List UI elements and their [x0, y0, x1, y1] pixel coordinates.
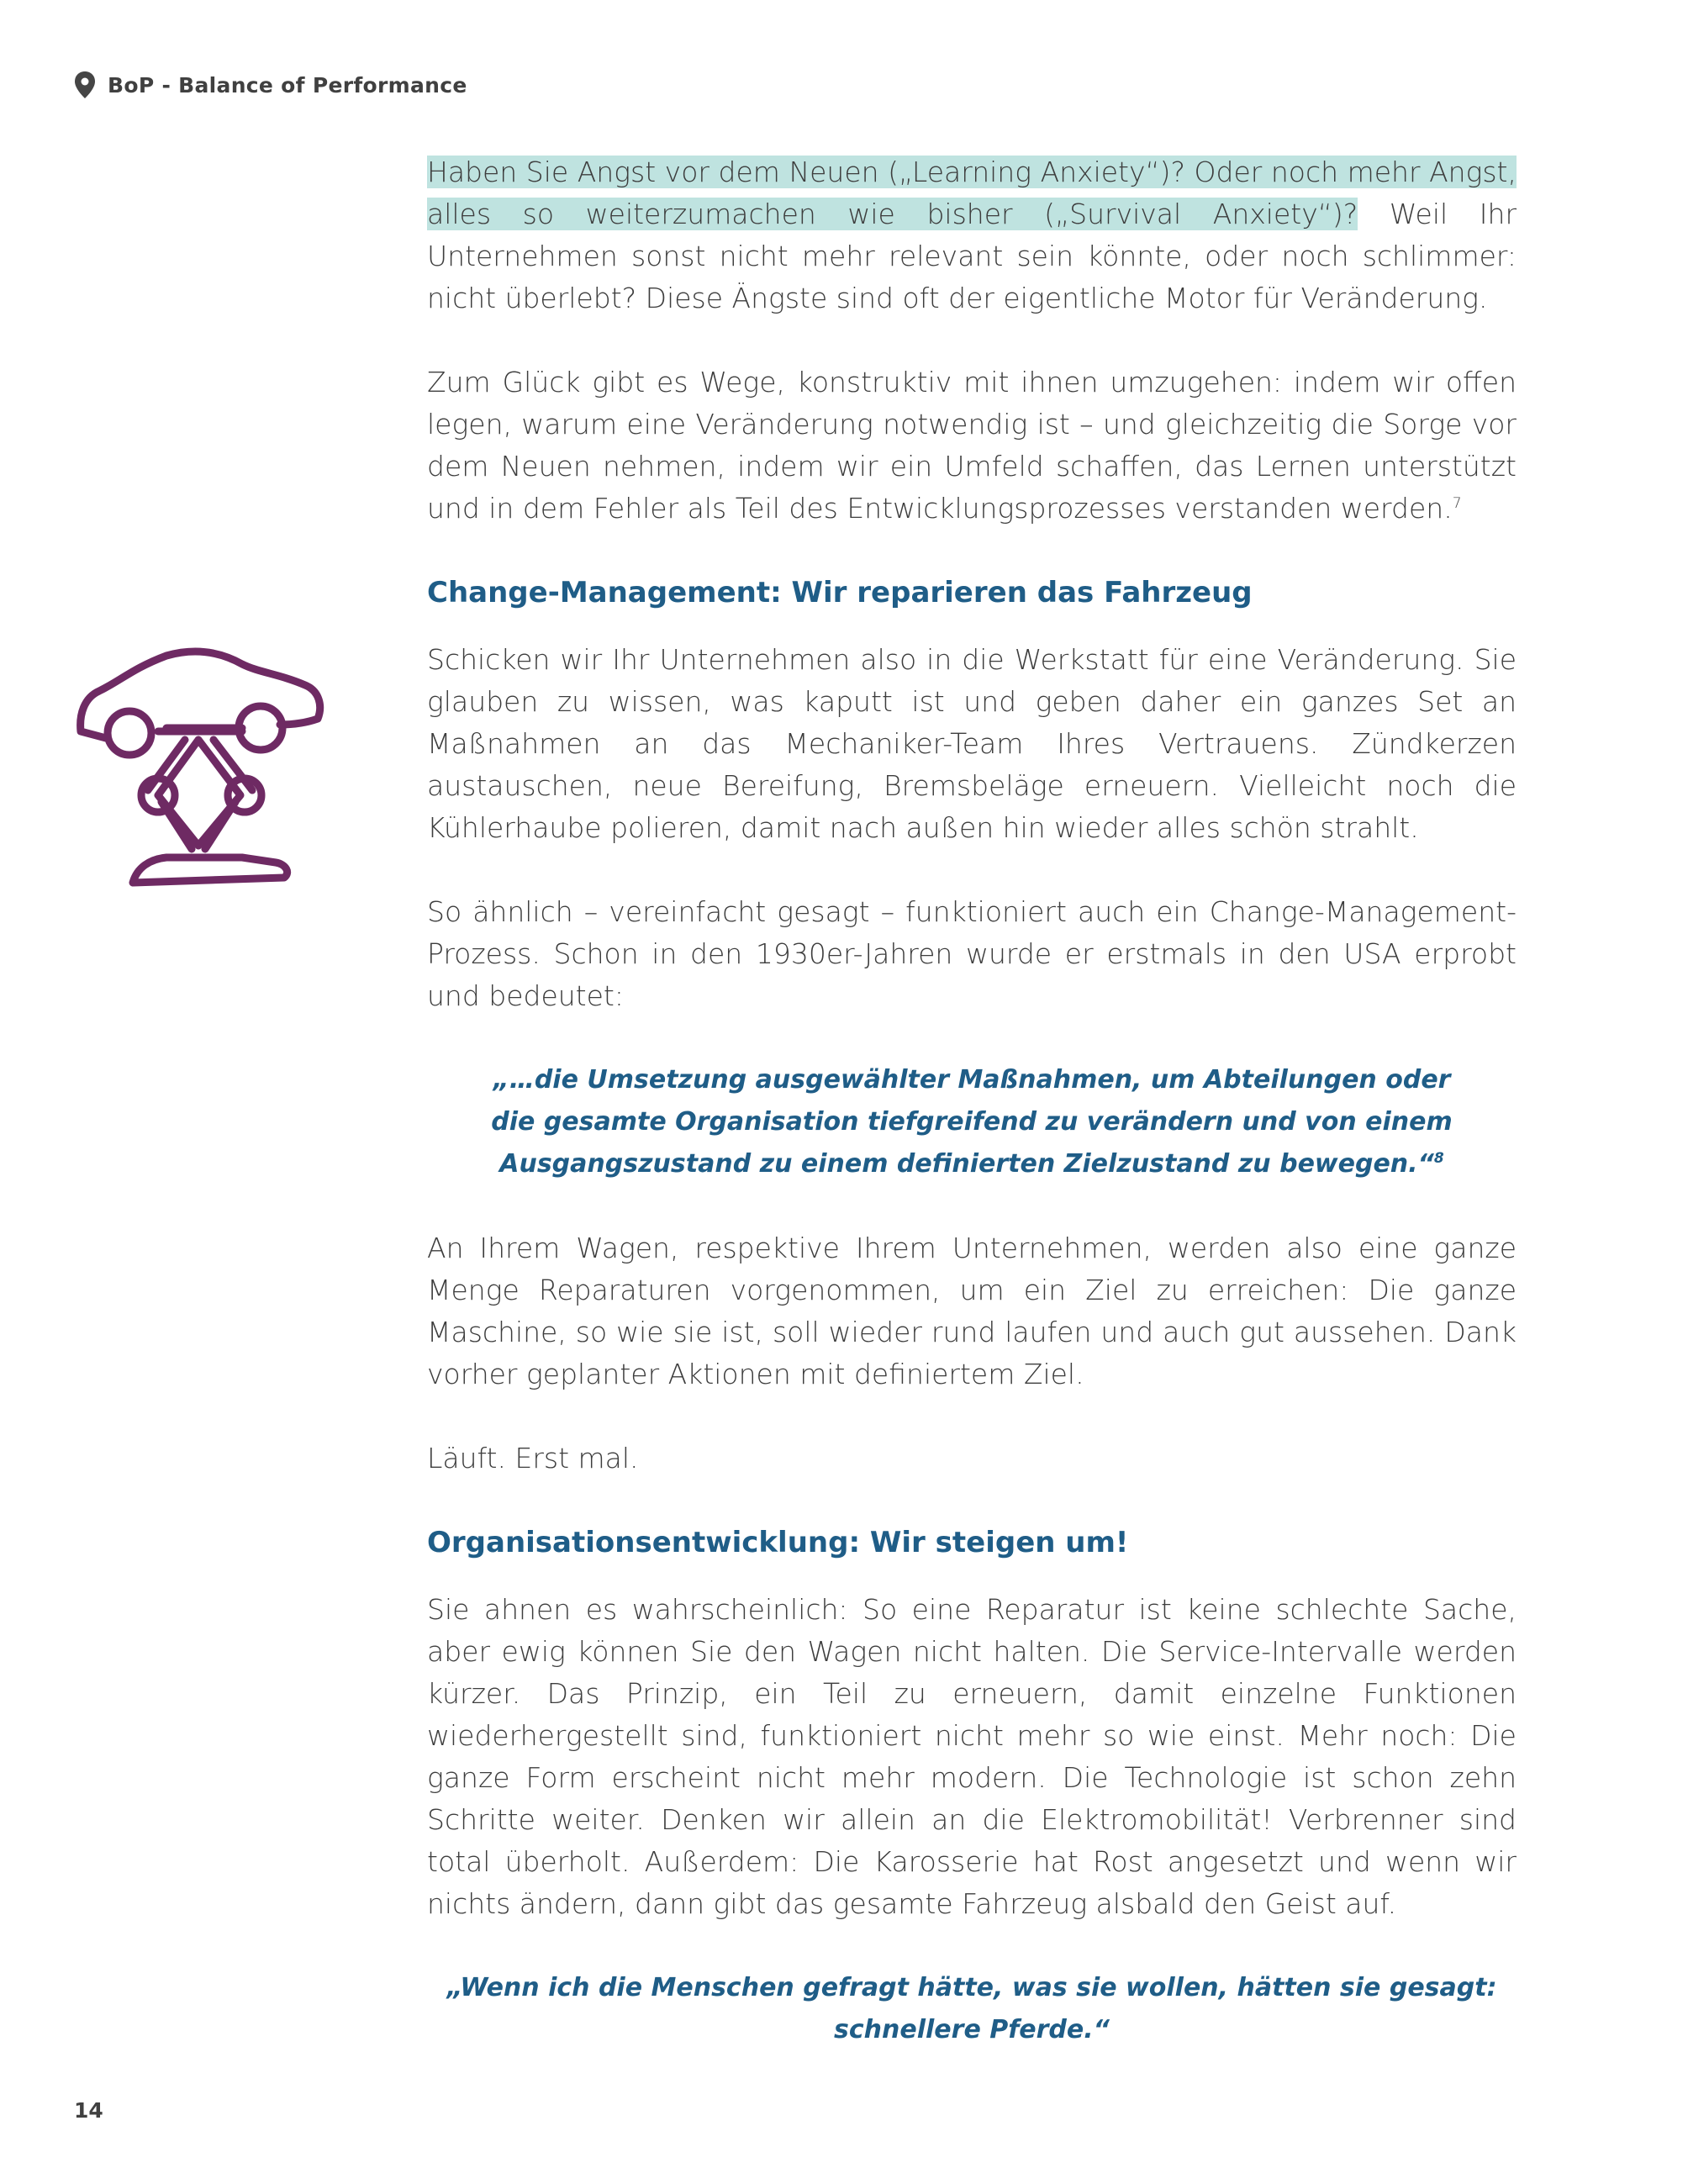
quote-horses — [427, 1967, 1517, 2051]
paragraph-anxiety — [427, 151, 1517, 319]
car-jack-icon — [74, 647, 335, 899]
quote-line — [427, 1143, 1517, 1185]
quote-line: „Wenn ich die Menschen gefragt hätte, was sie wollen, hätten sie gesagt: — [446, 1973, 1497, 2002]
section-heading-change-management: Change-Management: Wir reparieren das Fahrzeug — [427, 576, 1253, 609]
page-header — [74, 71, 467, 99]
section-heading-organisation: Organisationsentwicklung: Wir steigen um! — [427, 1526, 1129, 1559]
footnote-marker[interactable]: 7 — [1452, 495, 1462, 512]
paragraph-process: So ähnlich – vereinfacht gesagt – funktioniert auch ein Change-Management-Prozess. Schon in den 1930er-Jahren wurde er erstmals in den USA erprobt und bedeutet: — [427, 895, 1517, 1012]
quote-line-text: Ausgangszustand zu einem definierten Zielzustand zu bewegen.“ — [499, 1149, 1434, 1179]
paragraph-evolution: Sie ahnen es wahrscheinlich: So eine Reparatur ist keine schlechte Sache, aber ewig können Sie den Wagen nicht halten. Die Service-Intervalle werden kürzer. Das Prinzip, ein Teil zu erneuern, damit einzelne Funktionen wiederhergestellt sind, funktioniert nicht mehr so wie einst. Mehr noch: Die ganze Form erscheint nicht mehr modern. Die Technologie ist schon zehn Schritte weiter. Denken wir allein an die Elektromobilität! Verbrenner sind total überholt. Außerdem: Die Karosserie hat Rost angesetzt und wenn wir nichts ändern, dann gibt das gesamte Fahrzeug alsbald den Geist auf. — [427, 1593, 1517, 1920]
page-number: 14 — [74, 2098, 103, 2123]
paragraph-ways — [427, 361, 1517, 530]
main-content — [427, 151, 1517, 2093]
quote-line: „…die Umsetzung ausgewählter Maßnahmen, um Abteilungen oder — [493, 1065, 1451, 1095]
paragraph-text: Zum Glück gibt es Wege, konstruktiv mit ihnen umzugehen: indem wir offen legen, warum eine Veränderung notwendig ist – und gleichzeitig die Sorge vor dem Neuen nehmen, indem wir ein Umfeld schaffen, das Lernen unterstützt und in dem Fehler als Teil des Entwicklungsprozesses verstanden werden. — [427, 366, 1517, 525]
paragraph-short: Läuft. Erst mal. — [427, 1442, 639, 1474]
footnote-marker[interactable]: 8 — [1433, 1150, 1444, 1167]
quote-definition — [427, 1059, 1517, 1185]
header-title: BoP - Balance of Performance — [108, 72, 467, 98]
location-pin-icon — [74, 71, 96, 99]
paragraph-text: Weil Ihr Unternehmen sonst nicht mehr relevant sein könnte, oder noch schlimmer: nicht überlebt? Diese Ängste sind oft der eigentliche Motor für Veränderung. — [427, 198, 1517, 314]
quote-line: die gesamte Organisation tiefgreifend zu verändern und von einem — [491, 1107, 1453, 1137]
paragraph-repairs: An Ihrem Wagen, respektive Ihrem Unternehmen, werden also eine ganze Menge Reparaturen vorgenommen, um ein Ziel zu erreichen: Die ganze Maschine, so wie sie ist, soll wieder rund laufen und auch gut aussehen. Dank vorher geplanter Aktionen mit definiertem Ziel. — [427, 1232, 1517, 1390]
quote-line: schnellere Pferde.“ — [834, 2015, 1110, 2044]
paragraph-workshop: Schicken wir Ihr Unternehmen also in die Werkstatt für eine Veränderung. Sie glauben zu wissen, was kaputt ist und geben daher ein ganzes Set an Maßnahmen an das Mechaniker-Team Ihres Vertrauens. Zündkerzen austauschen, neue Bereifung, Bremsbeläge erneuern. Vielleicht noch die Kühlerhaube polieren, damit nach außen hin wieder alles schön strahlt. — [427, 643, 1517, 844]
highlighted-text: Haben Sie Angst vor dem Neuen („Learning Anxiety“)? Oder noch mehr Angst, alles so weiterzumachen wie bisher („Survival Anxiety“)? — [427, 156, 1517, 230]
